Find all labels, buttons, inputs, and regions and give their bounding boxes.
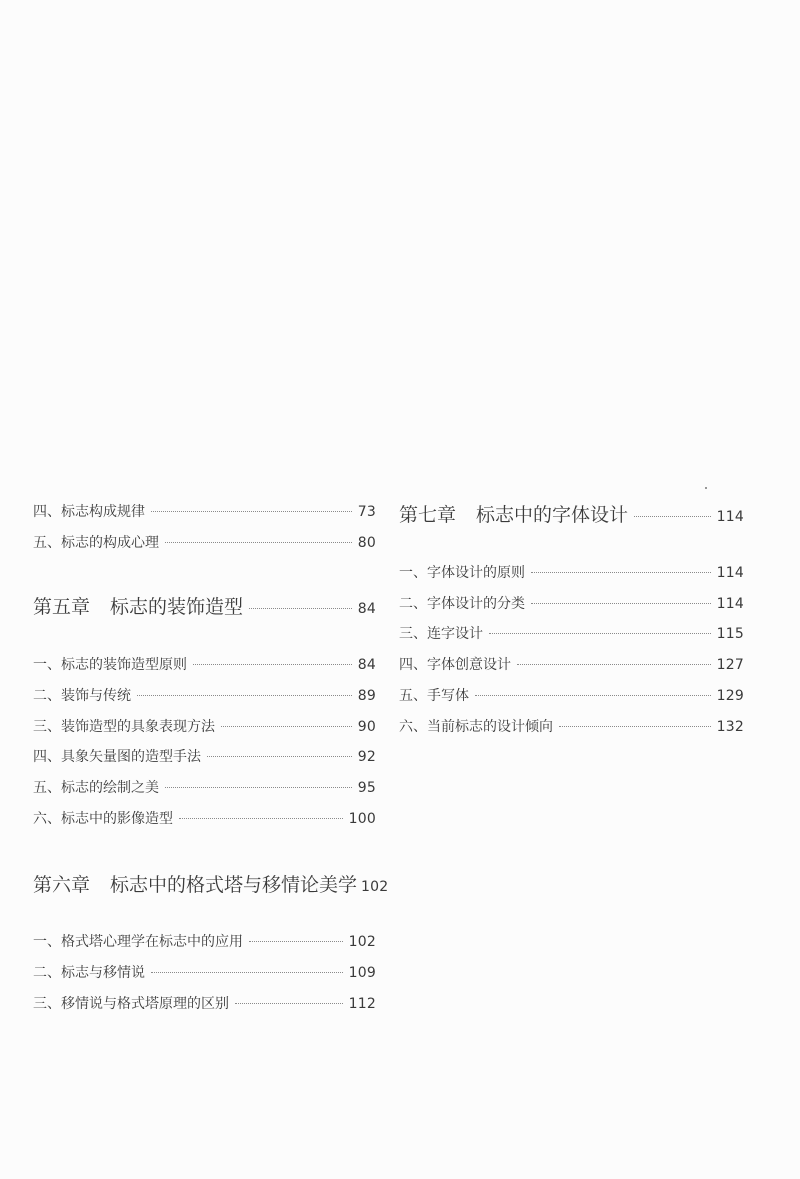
toc-entry-page: 89 bbox=[357, 688, 376, 704]
toc-entry-title: 四、具象矢量图的造型手法 bbox=[33, 749, 201, 765]
dot-leader bbox=[151, 972, 343, 973]
toc-entry-page: 109 bbox=[348, 965, 376, 981]
toc-entry-page: 73 bbox=[357, 504, 376, 520]
chapter-title: 标志中的格式塔与移情论美学 bbox=[110, 874, 358, 896]
toc-chapter-heading[interactable] bbox=[399, 500, 744, 526]
toc-entry-page: 132 bbox=[716, 719, 744, 735]
toc-entry[interactable] bbox=[399, 593, 744, 613]
toc-chapter-heading[interactable] bbox=[33, 870, 389, 896]
toc-entry-title: 五、标志的绘制之美 bbox=[33, 780, 159, 796]
chapter-page: 114 bbox=[716, 509, 744, 525]
print-speck bbox=[705, 487, 707, 489]
dot-leader bbox=[559, 726, 711, 727]
dot-leader bbox=[531, 603, 711, 604]
toc-entry-page: 115 bbox=[716, 626, 744, 642]
toc-entry-page: 100 bbox=[348, 811, 376, 827]
dot-leader bbox=[249, 941, 343, 942]
toc-entry-title: 二、标志与移情说 bbox=[33, 965, 145, 981]
dot-leader bbox=[151, 511, 352, 512]
toc-entry-title: 二、装饰与传统 bbox=[33, 688, 131, 704]
chapter-title: 标志的装饰造型 bbox=[110, 596, 244, 618]
chapter-page: 84 bbox=[357, 601, 376, 617]
toc-entry-page: 114 bbox=[716, 596, 744, 612]
toc-entry-page: 129 bbox=[716, 688, 744, 704]
toc-entry-page: 114 bbox=[716, 565, 744, 581]
dot-leader bbox=[207, 756, 352, 757]
toc-entry-page: 112 bbox=[348, 996, 376, 1012]
dot-leader bbox=[517, 664, 711, 665]
toc-entry-page: 102 bbox=[348, 934, 376, 950]
toc-entry[interactable] bbox=[33, 746, 376, 766]
toc-entry-title: 六、当前标志的设计倾向 bbox=[399, 719, 553, 735]
toc-entry[interactable] bbox=[399, 716, 744, 736]
dot-leader bbox=[235, 1003, 343, 1004]
toc-entry-title: 三、装饰造型的具象表现方法 bbox=[33, 719, 215, 735]
toc-entry[interactable] bbox=[33, 685, 376, 705]
chapter-number: 第六章 bbox=[33, 874, 91, 896]
chapter-heading bbox=[33, 870, 357, 897]
toc-entry-title: 四、字体创意设计 bbox=[399, 657, 511, 673]
dot-leader bbox=[249, 608, 352, 609]
toc-entry-title: 一、标志的装饰造型原则 bbox=[33, 657, 187, 673]
dot-leader bbox=[531, 572, 711, 573]
toc-entry-title: 五、手写体 bbox=[399, 688, 469, 704]
chapter-title: 标志中的字体设计 bbox=[476, 504, 629, 526]
toc-entry[interactable] bbox=[33, 993, 376, 1013]
toc-entry-title: 三、连字设计 bbox=[399, 626, 483, 642]
dot-leader bbox=[489, 633, 711, 634]
toc-entry-page: 80 bbox=[357, 535, 376, 551]
toc-entry[interactable] bbox=[33, 808, 376, 828]
dot-leader bbox=[165, 787, 352, 788]
toc-entry[interactable] bbox=[399, 562, 744, 582]
dot-leader bbox=[193, 664, 352, 665]
dot-leader bbox=[179, 818, 343, 819]
toc-entry[interactable] bbox=[33, 716, 376, 736]
chapter-heading bbox=[399, 500, 628, 527]
toc-entry-title: 一、格式塔心理学在标志中的应用 bbox=[33, 934, 243, 950]
toc-entry[interactable] bbox=[399, 654, 744, 674]
toc-entry-title: 一、字体设计的原则 bbox=[399, 565, 525, 581]
toc-entry[interactable] bbox=[33, 654, 376, 674]
toc-entry[interactable] bbox=[33, 962, 376, 982]
toc-entry-title: 六、标志中的影像造型 bbox=[33, 811, 173, 827]
chapter-heading bbox=[33, 592, 243, 619]
toc-entry-title: 二、字体设计的分类 bbox=[399, 596, 525, 612]
dot-leader bbox=[165, 542, 352, 543]
chapter-number: 第五章 bbox=[33, 596, 91, 618]
toc-entry[interactable] bbox=[399, 623, 744, 643]
dot-leader bbox=[475, 695, 711, 696]
toc-entry-page: 95 bbox=[357, 780, 376, 796]
chapter-page: 102 bbox=[361, 879, 389, 895]
toc-entry-title: 五、标志的构成心理 bbox=[33, 535, 159, 551]
chapter-number: 第七章 bbox=[399, 504, 457, 526]
dot-leader bbox=[137, 695, 352, 696]
toc-entry-title: 三、移情说与格式塔原理的区别 bbox=[33, 996, 229, 1012]
toc-entry-page: 127 bbox=[716, 657, 744, 673]
toc-entry-title: 四、标志构成规律 bbox=[33, 504, 145, 520]
toc-entry[interactable] bbox=[33, 777, 376, 797]
toc-entry-page: 92 bbox=[357, 749, 376, 765]
toc-entry[interactable] bbox=[33, 931, 376, 951]
toc-entry[interactable] bbox=[399, 685, 744, 705]
toc-entry-page: 90 bbox=[357, 719, 376, 735]
dot-leader bbox=[634, 516, 711, 517]
toc-entry-page: 84 bbox=[357, 657, 376, 673]
dot-leader bbox=[221, 726, 352, 727]
toc-entry[interactable] bbox=[33, 501, 376, 521]
toc-chapter-heading[interactable] bbox=[33, 592, 376, 618]
toc-entry[interactable] bbox=[33, 532, 376, 552]
